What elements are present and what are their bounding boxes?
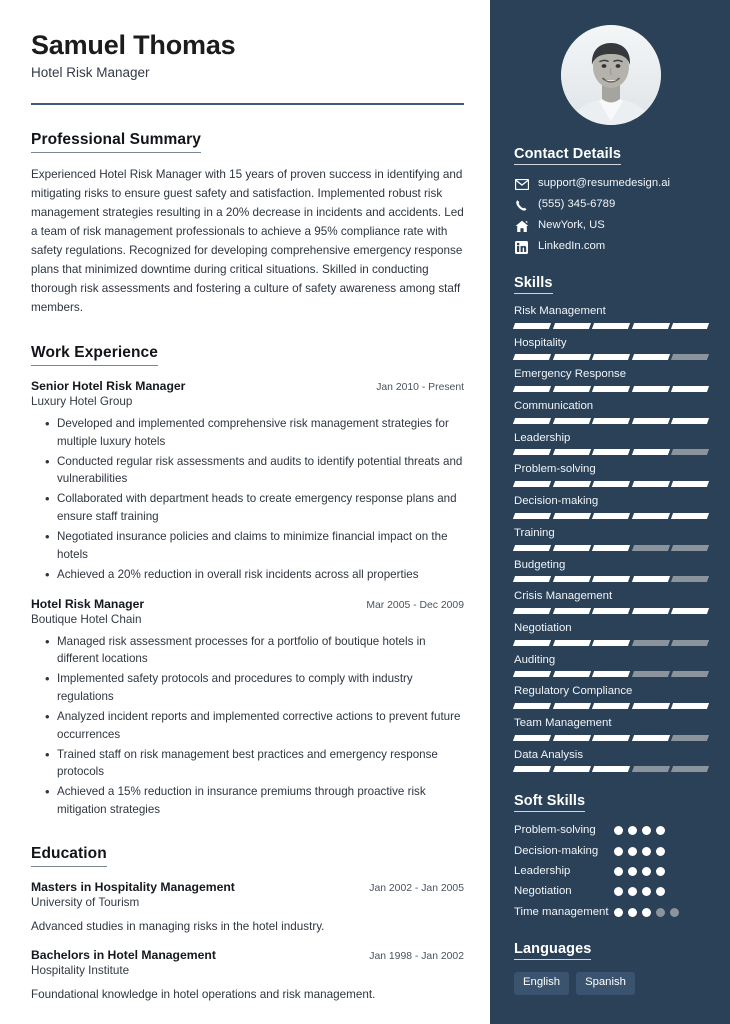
experience-job-title: Senior Hotel Risk Manager [31,379,186,394]
skill-bar-segment [632,418,670,424]
experience-list [31,379,464,819]
skill-bar-segment [553,481,591,487]
skill-bar-segment [632,735,670,741]
skill-level-bar [514,386,708,392]
skill-bar-segment [513,418,551,424]
skill-bar-segment [513,545,551,551]
contact-item[interactable] [514,177,708,191]
skill-label: Team Management [514,716,612,729]
experience-bullet-list [31,415,464,583]
contact-item[interactable] [514,240,708,254]
rating-dot [642,847,651,856]
soft-skill-item [514,905,708,920]
experience-bullet: • Negotiated insurance policies and claims to minimize financial impact on the hotels [47,528,464,563]
skill-label: Problem-solving [514,463,596,476]
skill-bar-segment [553,545,591,551]
skill-level-bar [514,671,708,677]
section-soft-skills [514,792,708,920]
skill-bar-segment [632,386,670,392]
languages-list [514,972,708,995]
skill-bar-segment [632,354,670,360]
skill-item [514,305,708,329]
skill-bar-segment [513,323,551,329]
skill-label: Decision-making [514,495,599,508]
skill-label: Crisis Management [514,590,613,603]
skill-item [514,654,708,678]
skill-bar-segment [592,671,630,677]
education-item [31,948,464,1004]
soft-skill-label: Problem-solving [514,824,596,837]
experience-job-title: Hotel Risk Manager [31,596,145,611]
section-education [31,845,464,1004]
experience-item-header [31,597,464,611]
section-heading-skills: Skills [514,275,553,294]
skill-level-bar [514,545,708,551]
skill-bar-segment [592,386,630,392]
skill-bar-segment [553,640,591,646]
skill-bar-segment [513,481,551,487]
skill-bar-segment [632,545,670,551]
rating-dot [628,867,637,876]
rating-dot [642,908,651,917]
skill-bar-segment [632,513,670,519]
soft-skill-label: Negotiation [514,885,572,898]
skill-level-bar [514,513,708,519]
skill-level-bar [514,481,708,487]
skills-list [514,305,708,772]
skill-bar-segment [671,418,709,424]
rating-dot [614,908,623,917]
skill-bar-segment [671,354,709,360]
skill-bar-segment [513,671,551,677]
page-title [31,30,464,81]
skill-label: Negotiation [514,621,572,634]
skill-level-bar [514,766,708,772]
experience-bullet: • Achieved a 20% reduction in overall risk incidents across all properties [47,566,464,584]
experience-date-range: Mar 2005 - Dec 2009 [366,599,464,611]
skill-bar-segment [592,735,630,741]
skill-bar-segment [553,671,591,677]
rating-dot [614,847,623,856]
education-item [31,880,464,936]
skill-level-bar [514,735,708,741]
skill-bar-segment [671,703,709,709]
skill-bar-segment [553,766,591,772]
avatar [561,25,661,125]
soft-skill-label: Leadership [514,865,571,878]
skill-bar-segment [592,703,630,709]
soft-skill-item [514,823,708,838]
soft-skill-rating [614,864,690,876]
skill-bar-segment [671,608,709,614]
language-tag: English [514,972,569,995]
skill-bar-segment [632,576,670,582]
candidate-name: Samuel Thomas [31,30,236,60]
skill-level-bar [514,576,708,582]
skill-bar-segment [553,323,591,329]
experience-bullet: • Collaborated with department heads to create emergency response plans and ensure staff training [47,490,464,525]
skill-label: Data Analysis [514,748,584,761]
education-item-header [31,880,464,894]
skill-bar-segment [513,640,551,646]
skill-bar-segment [671,766,709,772]
skill-label: Auditing [514,653,556,666]
contact-value: LinkedIn.com [538,240,606,253]
skill-label: Training [514,526,555,539]
rating-dot [670,908,679,917]
experience-bullet: • Developed and implemented comprehensive risk management strategies for multiple luxury hotels [47,415,464,450]
rating-dot [628,908,637,917]
skill-bar-segment [553,418,591,424]
education-description: Advanced studies in managing risks in the hotel industry. [31,919,325,933]
skill-item [514,685,708,709]
skill-label: Regulatory Compliance [514,685,633,698]
soft-skill-label: Time management [514,905,609,918]
skill-level-bar [514,418,708,424]
rating-dot [614,867,623,876]
skill-bar-segment [671,386,709,392]
skill-bar-segment [513,766,551,772]
skill-level-bar [514,640,708,646]
skill-label: Hospitality [514,336,567,349]
experience-item [31,597,464,819]
skill-bar-segment [592,354,630,360]
header-divider [31,103,464,105]
rating-dot [656,867,665,876]
skill-bar-segment [513,608,551,614]
skill-bar-segment [671,576,709,582]
avatar-wrap [514,25,708,125]
rating-dot [656,847,665,856]
soft-skills-list [514,823,708,920]
section-contact-details [514,145,708,254]
resume-sidebar [490,0,730,1024]
skill-bar-segment [592,449,630,455]
skill-bar-segment [671,481,709,487]
soft-skill-rating [614,884,690,896]
contact-list [514,177,708,254]
skill-bar-segment [592,640,630,646]
candidate-role: Hotel Risk Manager [31,65,150,81]
skill-bar-segment [632,671,670,677]
contact-item[interactable] [514,219,708,233]
education-date-range: Jan 1998 - Jan 2002 [369,951,464,963]
rating-dot [642,867,651,876]
education-list [31,880,464,1004]
skill-level-bar [514,449,708,455]
skill-bar-segment [592,481,630,487]
contact-value: (555) 345-6789 [538,198,616,211]
skill-bar-segment [671,545,709,551]
skill-bar-segment [553,449,591,455]
contact-item[interactable] [514,198,708,212]
skill-item [514,749,708,773]
skill-bar-segment [632,608,670,614]
experience-bullet: • Conducted regular risk assessments and audits to identify potential threats and vulnerabilities [47,453,464,488]
experience-bullet: • Achieved a 15% reduction in insurance premiums through proactive risk mitigation strategies [47,783,464,818]
skill-level-bar [514,323,708,329]
skill-item [514,622,708,646]
education-description: Foundational knowledge in hotel operations and risk management. [31,988,376,1002]
language-tag: Spanish [576,972,635,995]
rating-dot [628,847,637,856]
skill-label: Budgeting [514,558,566,571]
skill-level-bar [514,354,708,360]
contact-value: NewYork, US [538,219,605,232]
skill-bar-segment [632,703,670,709]
envelope-icon [514,177,529,191]
rating-dot [628,887,637,896]
section-heading-summary: Professional Summary [31,131,201,153]
skill-item [514,559,708,583]
education-degree: Bachelors in Hotel Management [31,948,216,963]
soft-skill-label: Decision-making [514,844,599,857]
skill-item [514,590,708,614]
rating-dot [642,826,651,835]
skill-item [514,717,708,741]
education-school: Hospitality Institute [31,964,130,978]
section-heading-contact: Contact Details [514,146,621,165]
rating-dot [656,826,665,835]
soft-skill-rating [614,823,690,835]
skill-bar-segment [592,323,630,329]
skill-bar-segment [513,513,551,519]
education-item-header [31,948,464,962]
skill-bar-segment [592,576,630,582]
skill-bar-segment [553,354,591,360]
skill-item [514,337,708,361]
education-school: University of Tourism [31,895,140,909]
skill-bar-segment [632,640,670,646]
section-heading-soft-skills: Soft Skills [514,793,585,812]
skill-bar-segment [671,671,709,677]
skill-bar-segment [513,354,551,360]
skill-bar-segment [671,640,709,646]
skill-bar-segment [671,513,709,519]
skill-item [514,463,708,487]
phone-icon [514,198,529,212]
skill-bar-segment [592,608,630,614]
soft-skill-item [514,884,708,899]
experience-bullet: • Managed risk assessment processes for a portfolio of boutique hotels in different locations [47,633,464,668]
experience-item-header [31,379,464,393]
section-work-experience [31,344,464,819]
experience-bullet: • Trained staff on risk management best practices and emergency response protocols [47,746,464,781]
experience-bullet: • Implemented safety protocols and procedures to comply with industry regulations [47,670,464,705]
skill-bar-segment [592,766,630,772]
skill-bar-segment [513,735,551,741]
skill-level-bar [514,608,708,614]
skill-label: Communication [514,400,594,413]
soft-skill-rating [614,905,690,917]
education-degree: Masters in Hospitality Management [31,879,235,894]
skill-item [514,368,708,392]
skill-bar-segment [592,513,630,519]
skill-bar-segment [513,576,551,582]
soft-skill-item [514,864,708,879]
skill-bar-segment [553,513,591,519]
skill-bar-segment [553,576,591,582]
rating-dot [656,887,665,896]
skill-bar-segment [553,386,591,392]
section-professional-summary [31,131,464,318]
skill-item [514,432,708,456]
soft-skill-item [514,844,708,859]
skill-bar-segment [671,735,709,741]
skill-bar-segment [632,481,670,487]
skill-bar-segment [632,449,670,455]
education-date-range: Jan 2002 - Jan 2005 [369,882,464,894]
experience-bullet: • Analyzed incident reports and implemented corrective actions to prevent future occurrences [47,708,464,743]
contact-value: support@resumedesign.ai [538,177,671,190]
section-skills [514,274,708,772]
skill-bar-segment [553,703,591,709]
skill-bar-segment [632,323,670,329]
skill-bar-segment [513,703,551,709]
experience-company: Boutique Hotel Chain [31,612,142,626]
rating-dot [656,908,665,917]
rating-dot [614,887,623,896]
skill-bar-segment [632,766,670,772]
experience-bullet-list [31,633,464,819]
skill-label: Risk Management [514,305,606,317]
skill-label: Leadership [514,431,571,444]
skill-level-bar [514,703,708,709]
section-heading-experience: Work Experience [31,344,158,366]
section-languages [514,940,708,995]
soft-skill-rating [614,844,690,856]
skill-bar-segment [513,386,551,392]
skill-bar-segment [553,608,591,614]
skill-bar-segment [553,735,591,741]
linkedin-icon [514,240,529,254]
home-icon [514,219,529,233]
experience-item [31,379,464,583]
section-heading-education: Education [31,845,107,867]
skill-item [514,527,708,551]
rating-dot [614,826,623,835]
rating-dot [642,887,651,896]
skill-bar-segment [592,545,630,551]
skill-bar-segment [513,449,551,455]
experience-date-range: Jan 2010 - Present [376,382,464,394]
skill-bar-segment [592,418,630,424]
skill-bar-segment [671,323,709,329]
section-heading-languages: Languages [514,941,591,960]
skill-label: Emergency Response [514,368,627,381]
skill-item [514,400,708,424]
skill-bar-segment [671,449,709,455]
summary-text: Experienced Hotel Risk Manager with 15 years of proven success in identifying and mitigating risks to ensure guest safety and satisfaction. Implemented robust risk management strategies resulting in a 20% decrease in incidents and accidents. Led a team of risk management professionals to achieve a 95% compliance rate with safety regulations. Recognized for developing comprehensive emergency response plans that minimized downtime during critical situations. Skilled in conducting thorough risk assessments and fostering a culture of safety awareness among staff members. [31,168,464,315]
rating-dot [628,826,637,835]
experience-company: Luxury Hotel Group [31,395,133,409]
skill-item [514,495,708,519]
